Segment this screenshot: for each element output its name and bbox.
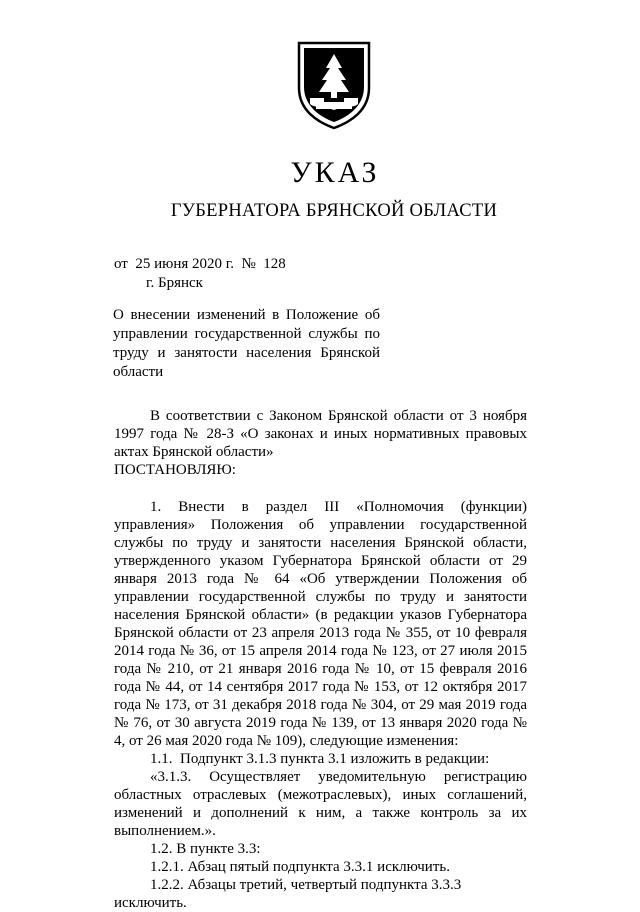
document-date-number: от 25 июня 2020 г. № 128: [114, 256, 286, 272]
document-city: г. Брянск: [146, 275, 203, 291]
document-title: УКАЗ: [290, 156, 380, 189]
document-issuer: ГУБЕРНАТОРА БРЯНСКОЙ ОБЛАСТИ: [170, 201, 498, 221]
item-1-2-1-paragraph: 1.2.1. Абзац пятый подпункта 3.3.1 исключить.: [150, 859, 450, 875]
preamble-paragraph: В соответствии с Законом Брянской области от 3 ноября 1997 года № 28-З «О законах и иных нормативных правовых актах Брянской области»: [114, 408, 527, 460]
document-body: [114, 407, 527, 912]
item-1-1-quote-paragraph: «3.1.3. Осуществляет уведомительную регистрацию областных отраслевых (межотраслевых), иных соглашений, изменений и дополнений к ним, а также контроль за их выполнением.».: [114, 769, 527, 839]
decree-word: ПОСТАНОВЛЯЮ:: [114, 462, 236, 478]
item-1-paragraph: 1. Внести в раздел III «Полномочия (функции) управления» Положения об управлении государственной службы по труду и занятости населения Брянской области, утвержденного указом Губернатора Брянской области от 29 января 2013 года № 64 «Об утверждении Положения об управлении государственной службы по труду и занятости населения Брянской области» (в редакции указов Губернатора Брянской области от 23 апреля 2013 года № 355, от 10 февраля 2014 года № 36, от 15 апреля 2014 года № 123, от 27 июля 2015 года № 210, от 21 января 2016 года № 10, от 15 февраля 2016 года № 44, от 14 сентября 2017 года № 153, от 12 октября 2017 года № 173, от 31 декабря 2018 года № 304, от 29 мая 2019 года № 76, от 30 августа 2019 года № 139, от 13 января 2020 года № 4, от 26 мая 2020 года № 109), следующие изменения:: [114, 499, 527, 749]
item-1-2-2-paragraph: 1.2.2. Абзацы третий, четвертый подпункта 3.3.3 исключить.: [114, 877, 462, 911]
item-1-2-paragraph: 1.2. В пункте 3.3:: [150, 841, 261, 857]
item-1-1-paragraph: 1.1. Подпункт 3.1.3 пункта 3.1 изложить в редакции:: [150, 751, 490, 767]
document-subject: О внесении изменений в Положение об управлении государственной службы по труду и занятости населения Брянской области: [113, 307, 380, 380]
bryansk-coat-of-arms-emblem: [296, 40, 372, 130]
